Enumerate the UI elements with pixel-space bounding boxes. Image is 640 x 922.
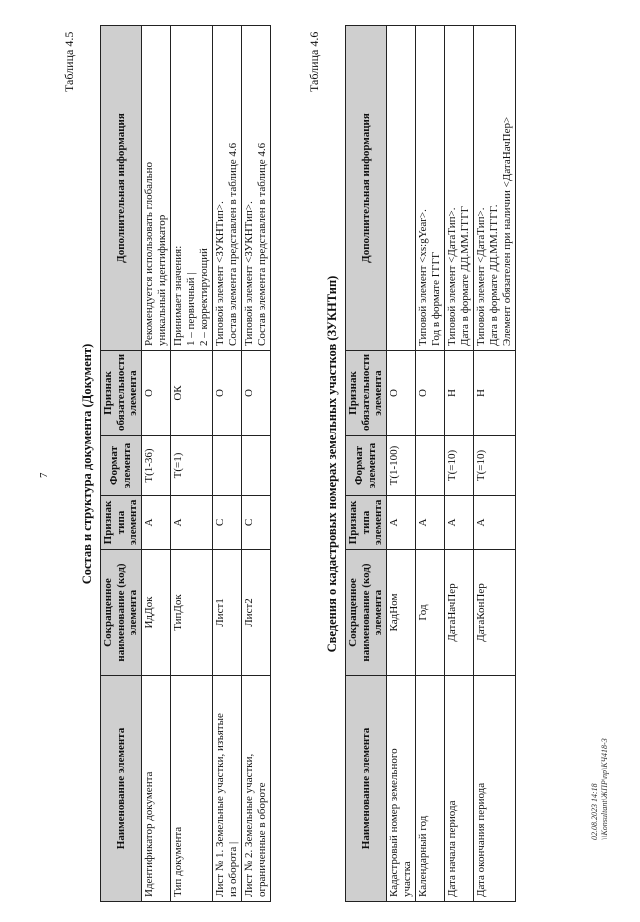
element-format-cell: T(=10) bbox=[444, 436, 473, 496]
cadastral-numbers-table bbox=[345, 25, 516, 902]
element-type-cell: С bbox=[212, 496, 241, 550]
element-name-cell bbox=[386, 676, 415, 902]
element-required-cell: O bbox=[141, 351, 170, 436]
element-code-cell: Год bbox=[415, 550, 444, 676]
element-type-cell: A bbox=[170, 496, 212, 550]
element-required-cell: O bbox=[241, 351, 270, 436]
cell-line: Элемент обязателен при наличии <ДатаНачПер> bbox=[500, 116, 513, 346]
document-structure-table bbox=[100, 25, 271, 902]
table-4-5-caption: Таблица 4.5 bbox=[62, 31, 76, 92]
cell-line: уникальный идентификатор bbox=[155, 214, 168, 346]
element-name-cell: Дата начала периода bbox=[444, 676, 473, 902]
element-name-cell: Тип документа bbox=[170, 676, 212, 902]
column-header: Дополнительная информация bbox=[101, 26, 142, 351]
column-header: Признак типа элемента bbox=[346, 496, 387, 550]
element-required-cell: O bbox=[386, 351, 415, 436]
element-format-cell bbox=[415, 436, 444, 496]
element-format-cell: T(=10) bbox=[473, 436, 515, 496]
element-required-cell: Н bbox=[444, 351, 473, 436]
cell-line: 1 – первичный | bbox=[184, 272, 197, 346]
cell-line: Типовой элемент <ДатаТип>. bbox=[474, 207, 487, 346]
additional-info-cell bbox=[386, 26, 415, 351]
cell-line: участка bbox=[400, 861, 413, 897]
column-header: Признак обязательности элемента bbox=[101, 351, 142, 436]
element-name-cell bbox=[212, 676, 241, 902]
table-row bbox=[415, 26, 444, 902]
column-header: Формат элемента bbox=[101, 436, 142, 496]
page-number: 7 bbox=[38, 472, 50, 478]
table-row bbox=[386, 26, 415, 902]
table-row bbox=[241, 26, 270, 902]
cell-line: Кадастровый номер земельного bbox=[387, 748, 400, 897]
cell-line: Принимает значения: bbox=[171, 245, 184, 346]
additional-info-cell bbox=[212, 26, 241, 351]
column-header: Дополнительная информация bbox=[346, 26, 387, 351]
cell-line: Лист № 1. Земельные участки, изъятые bbox=[213, 713, 226, 897]
element-code-cell: ДатаКонПер bbox=[473, 550, 515, 676]
element-name-cell: Идентификатор документа bbox=[141, 676, 170, 902]
cell-line: ограниченные в обороте bbox=[255, 782, 268, 897]
element-code-cell: КадНом bbox=[386, 550, 415, 676]
cell-line: 2 – корректирующий bbox=[197, 248, 210, 346]
element-format-cell bbox=[241, 436, 270, 496]
element-type-cell: A bbox=[473, 496, 515, 550]
cell-line: Типовой элемент <ДатаТип>. bbox=[445, 207, 458, 346]
additional-info-cell bbox=[473, 26, 515, 351]
additional-info-cell bbox=[170, 26, 212, 351]
table-row bbox=[473, 26, 515, 902]
element-name-cell: Дата окончания периода bbox=[473, 676, 515, 902]
element-name-cell: Календарный год bbox=[415, 676, 444, 902]
element-code-cell: ДатаНачПер bbox=[444, 550, 473, 676]
element-format-cell: T(1-36) bbox=[141, 436, 170, 496]
element-type-cell: A bbox=[415, 496, 444, 550]
element-type-cell: A bbox=[141, 496, 170, 550]
element-type-cell: A bbox=[386, 496, 415, 550]
cell-line: Дата в формате ДД.ММ.ГГГГ bbox=[458, 205, 471, 346]
file-stamp bbox=[590, 738, 610, 840]
table-row bbox=[141, 26, 170, 902]
column-header: Наименование элемента bbox=[101, 676, 142, 902]
table-row bbox=[212, 26, 241, 902]
cell-line: Состав элемента представлен в таблице 4.6 bbox=[226, 142, 239, 346]
additional-info-cell bbox=[141, 26, 170, 351]
cell-line: Состав элемента представлен в таблице 4.6 bbox=[255, 142, 268, 346]
element-required-cell: O bbox=[415, 351, 444, 436]
column-header: Признак типа элемента bbox=[101, 496, 142, 550]
table-4-5-title: Состав и структура документа (Документ) bbox=[80, 343, 94, 585]
column-header: Формат элемента bbox=[346, 436, 387, 496]
table-4-6-title: Сведения о кадастровых номерах земельных участков (ЗУКНТип) bbox=[325, 275, 339, 653]
element-format-cell: T(1-100) bbox=[386, 436, 415, 496]
column-header: Сокращенное наименование (код) элемента bbox=[346, 550, 387, 676]
element-format-cell: T(=1) bbox=[170, 436, 212, 496]
cell-line: Типовой элемент <ЗУКНТип>. bbox=[242, 201, 255, 346]
cell-line: Типовой элемент <ЗУКНТип>. bbox=[213, 201, 226, 346]
element-required-cell: O bbox=[212, 351, 241, 436]
file-stamp-date: 02.08.2023 14:18 bbox=[590, 783, 599, 840]
element-code-cell: Лист2 bbox=[241, 550, 270, 676]
element-type-cell: A bbox=[444, 496, 473, 550]
column-header: Наименование элемента bbox=[346, 676, 387, 902]
cell-line: из оборота | bbox=[226, 841, 239, 897]
element-required-cell: ОК bbox=[170, 351, 212, 436]
element-code-cell: Лист1 bbox=[212, 550, 241, 676]
column-header: Признак обязательности элемента bbox=[346, 351, 387, 436]
cell-line: Дата в формате ДД.ММ.ГГГГ. bbox=[487, 204, 500, 346]
element-format-cell bbox=[212, 436, 241, 496]
additional-info-cell bbox=[241, 26, 270, 351]
element-code-cell: ТипДок bbox=[170, 550, 212, 676]
cell-line: Лист № 2. Земельные участки, bbox=[242, 753, 255, 897]
element-code-cell: ИдДок bbox=[141, 550, 170, 676]
column-header: Сокращенное наименование (код) элемента bbox=[101, 550, 142, 676]
element-type-cell: С bbox=[241, 496, 270, 550]
cell-line: Рекомендуется использовать глобально bbox=[142, 161, 155, 346]
table-header-row bbox=[101, 26, 142, 902]
cell-line: Год в формате ГГГГ bbox=[429, 251, 442, 346]
cell-line: Типовой элемент <xs:gYear>. bbox=[416, 209, 429, 346]
table-header-row bbox=[346, 26, 387, 902]
table-4-6-caption: Таблица 4.6 bbox=[307, 31, 321, 92]
additional-info-cell bbox=[444, 26, 473, 351]
table-row bbox=[170, 26, 212, 902]
element-required-cell: Н bbox=[473, 351, 515, 436]
element-name-cell bbox=[241, 676, 270, 902]
file-stamp-path: \\Konsultant\ЖПР\пр\КЧ418-3 bbox=[600, 738, 609, 840]
table-row bbox=[444, 26, 473, 902]
additional-info-cell bbox=[415, 26, 444, 351]
